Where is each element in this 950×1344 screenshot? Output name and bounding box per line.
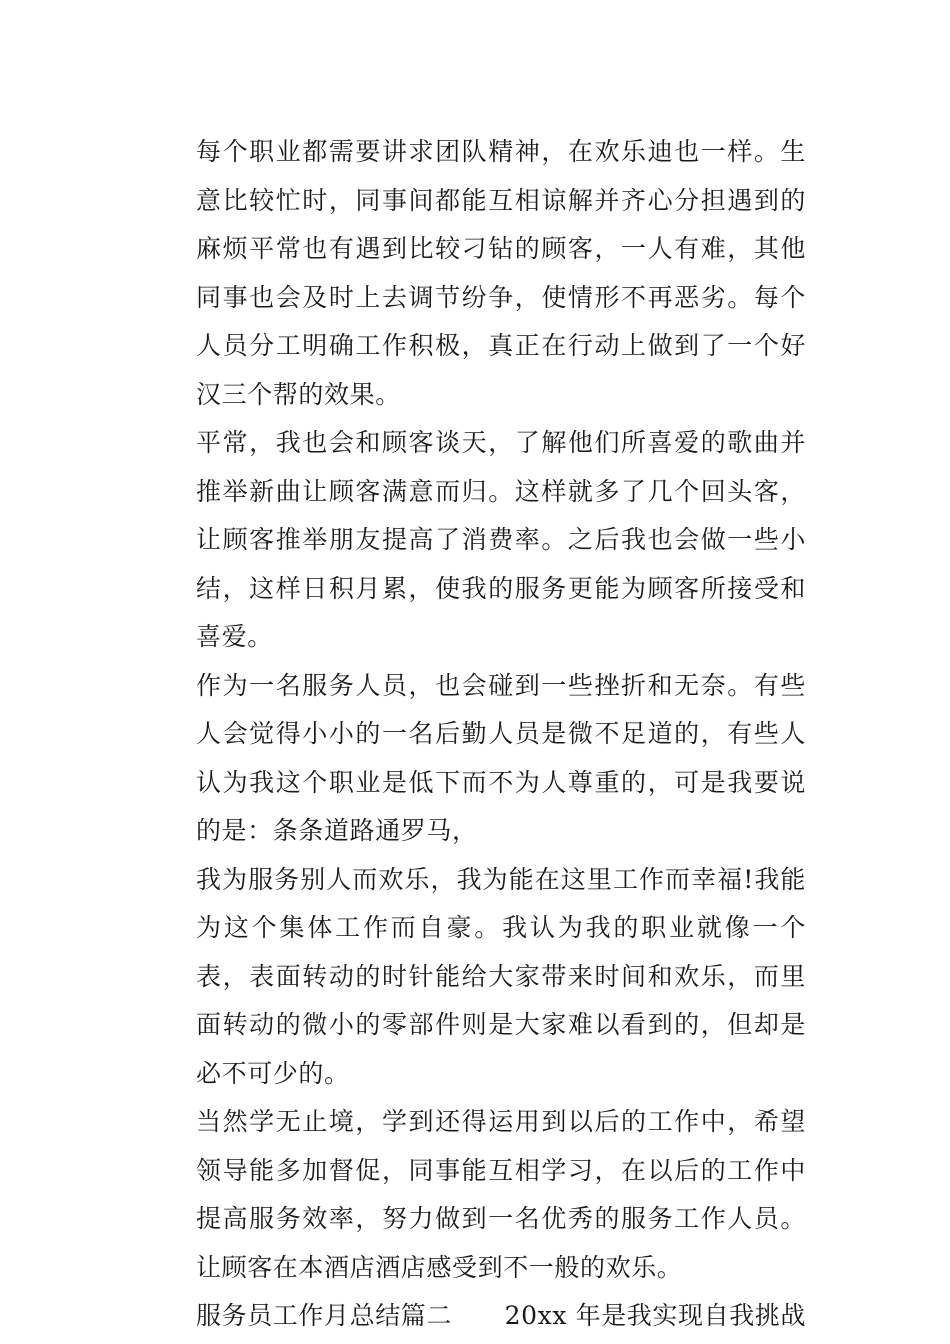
paragraph-customer-chat: 平常，我也会和顾客谈天，了解他们所喜爱的歌曲并推举新曲让顾客满意而归。这样就多了几个回头客，让顾客推举朋友提高了消费率。之后我也会做一些小结，这样日积月累，使我的服务更能为顾客所接受和喜爱。 <box>196 428 806 651</box>
paragraph-setbacks: 作为一名服务人员，也会碰到一些挫折和无奈。有些人会觉得小小的一名后勤人员是微不足道的，有些人认为我这个职业是低下而不为人尊重的，可是我要说的是：条条道路通罗马， <box>196 670 806 845</box>
section-heading-line <box>146 1292 806 1341</box>
document-body <box>146 128 806 1341</box>
paragraph-endless-learning: 当然学无止境，学到还得运用到以后的工作中，希望领导能多加督促，同事能互相学习，在以后的工作中提高服务效率，努力做到一名优秀的服务工作人员。让顾客在本酒店酒店感受到不一般的欢乐。 <box>196 1107 806 1282</box>
section-heading: 服务员工作月总结篇二 <box>196 1301 453 1330</box>
section-continuation: 20xx 年是我实现自我挑战 <box>504 1301 806 1330</box>
paragraph-happiness: 我为服务别人而欢乐，我为能在这里工作而幸福!我能为这个集体工作而自豪。我认为我的职业就像一个表，表面转动的时针能给大家带来时间和欢乐，而里面转动的微小的零部件则是大家难以看到的，但却是必不可少的。 <box>196 864 806 1088</box>
paragraph-team-spirit: 每个职业都需要讲求团队精神，在欢乐迪也一样。生意比较忙时，同事间都能互相谅解并齐心分担遇到的麻烦平常也有遇到比较刁钻的顾客，一人有难，其他同事也会及时上去调节纷争，使情形不再恶劣。每个人员分工明确工作积极，真正在行动上做到了一个好汉三个帮的效果。 <box>196 137 806 409</box>
